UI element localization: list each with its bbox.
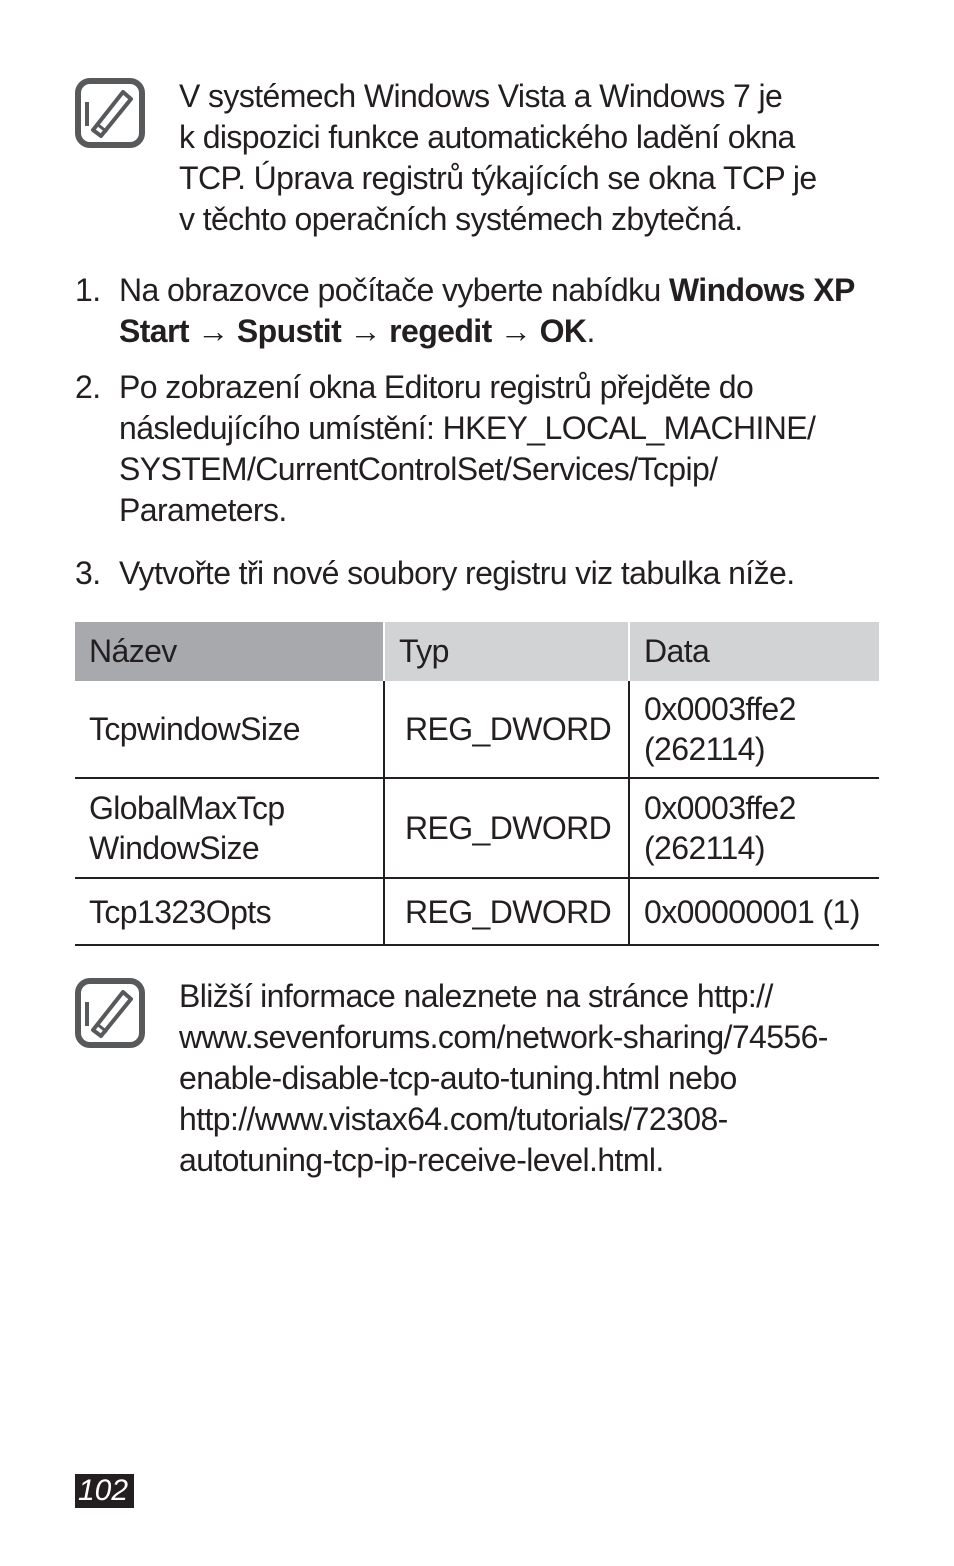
step-text [119, 553, 885, 594]
cell-name [75, 778, 384, 878]
table-header-row [75, 622, 879, 681]
arrow-separator: → [188, 313, 237, 349]
menu-path-regedit: regedit [389, 313, 492, 349]
note-line: autotuning-tcp-ip-receive-level.html. [179, 1142, 664, 1178]
cell-data [629, 778, 879, 878]
registry-table [75, 622, 879, 946]
cell-name [75, 878, 384, 945]
cell-text: Tcp1323Opts [89, 893, 271, 930]
step-number: 1. [75, 272, 101, 308]
note-line: V systémech Windows Vista a Windows 7 je [179, 78, 783, 114]
note-line: www.sevenforums.com/network-sharing/74556- [179, 1019, 828, 1055]
page-number: 102 [75, 1474, 134, 1508]
cell-text: (262114) [644, 830, 765, 866]
step-text-part: Na obrazovce počítače vyberte nabídku [119, 272, 669, 308]
note-icon [75, 78, 145, 148]
menu-path-windows-xp: Windows XP [668, 272, 855, 308]
cell-text: (262114) [644, 731, 765, 767]
cell-text: 0x0003ffe2 [644, 691, 796, 727]
cell-type: REG_DWORD [384, 778, 629, 878]
step-line: následujícího umístění: HKEY_LOCAL_MACHINE/ [119, 410, 816, 446]
cell-name [75, 681, 384, 778]
cell-type: REG_DWORD [384, 878, 629, 945]
menu-path-start: Start [119, 313, 189, 349]
cell-text: 0x00000001 (1) [644, 893, 860, 930]
table-row [75, 778, 879, 878]
arrow-separator: → [491, 313, 540, 349]
step-text-end: . [586, 313, 595, 349]
cell-type: REG_DWORD [384, 681, 629, 778]
note-block [75, 976, 875, 1186]
step-text [119, 270, 885, 352]
menu-path-ok: OK [539, 313, 587, 349]
arrow-separator: → [341, 313, 390, 349]
step-item [75, 553, 885, 594]
note-text [179, 976, 869, 1181]
step-line: Vytvořte tři nové soubory registru viz tabulka níže. [119, 555, 795, 591]
table-row [75, 878, 879, 945]
cell-text: GlobalMaxTcp [89, 790, 285, 826]
step-text [119, 367, 885, 531]
step-line: Po zobrazení okna Editoru registrů přejděte do [119, 369, 754, 405]
cell-text: 0x0003ffe2 [644, 790, 796, 826]
note-text [179, 76, 869, 240]
step-number: 3. [75, 555, 101, 591]
note-icon [75, 978, 145, 1048]
table-row [75, 681, 879, 778]
steps-list [75, 270, 885, 594]
cell-data [629, 878, 879, 945]
note-line: enable-disable-tcp-auto-tuning.html nebo [179, 1060, 737, 1096]
note-line: http://www.vistax64.com/tutorials/72308- [179, 1101, 728, 1137]
step-line: SYSTEM/CurrentControlSet/Services/Tcpip/ [119, 451, 718, 487]
header-type: Typ [384, 622, 629, 681]
note-line: Bližší informace naleznete na stránce http:// [179, 978, 773, 1014]
cell-text: TcpwindowSize [89, 711, 300, 747]
note-line: v těchto operačních systémech zbytečná. [179, 201, 743, 237]
note-line: k dispozici funkce automatického ladění okna [179, 119, 795, 155]
note-line: TCP. Úprava registrů týkajících se okna TCP je [179, 160, 817, 196]
header-data: Data [629, 622, 879, 681]
step-number: 2. [75, 369, 101, 405]
menu-path-spustit: Spustit [236, 313, 342, 349]
cell-text: WindowSize [89, 830, 260, 866]
note-block [75, 76, 875, 246]
header-name: Název [75, 622, 384, 681]
cell-data [629, 681, 879, 778]
step-line: Parameters. [119, 492, 287, 528]
step-item [75, 270, 885, 352]
step-item [75, 367, 885, 531]
